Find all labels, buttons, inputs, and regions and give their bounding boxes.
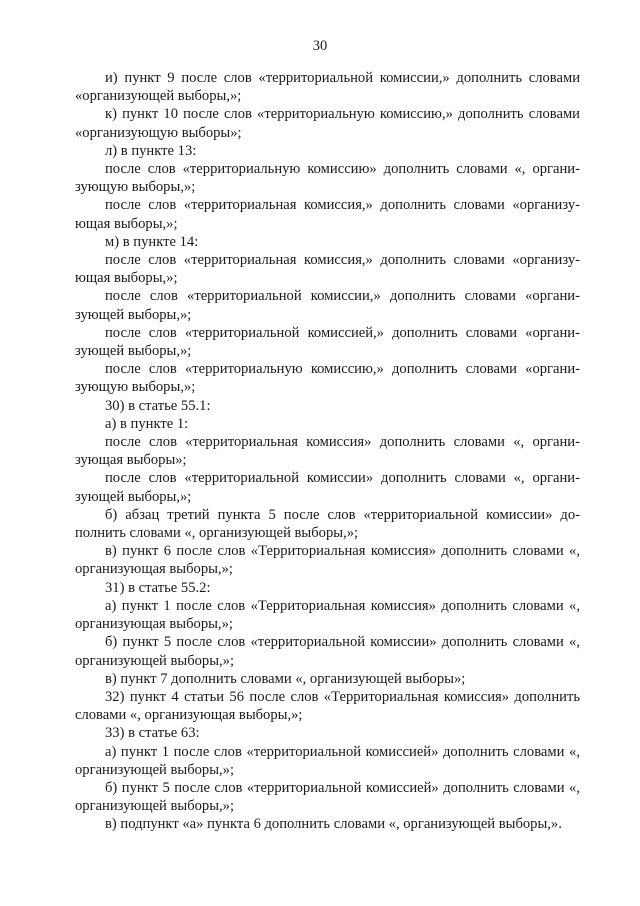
paragraph-item-a: а) в пункте 1: (105, 415, 189, 432)
paragraph-item-i: и) пункт 9 после слов «территориальной комиссии,» дополнить словами «организующей выборы,»; (75, 70, 580, 105)
paragraph-item-b: б) пункт 5 после слов «территориальной комиссии» дополнить словами «, организующей выборы,»; (75, 634, 580, 669)
document-body (75, 69, 580, 834)
paragraph-item-k: к) пункт 10 после слов «территориальную комиссию,» дополнить словами «организующую выборы»; (75, 106, 580, 141)
page-number: 30 (312, 38, 328, 54)
paragraph-text: после слов «территориальная комиссия,» дополнить словами «организующая выборы,»; (75, 197, 580, 232)
paragraph-text: после слов «территориальной комиссии,» дополнить словами «организующей выборы,»; (75, 288, 580, 323)
paragraph-item-32: 32) пункт 4 статьи 56 после слов «Территориальная комиссия» дополнить словами «, организующая выборы,»; (75, 688, 580, 724)
paragraph-item-b: б) пункт 5 после слов «территориальной комиссией» дополнить словами «, организующей выборы,»; (75, 779, 580, 815)
paragraph-item-33: 33) в статье 63: (105, 725, 200, 742)
paragraph-item-b: б) абзац третий пункта 5 после слов «территориальной комиссии» дополнить словами «, организующей выборы,»; (75, 506, 580, 542)
paragraph-text: после слов «территориальная комиссия» дополнить словами «, организующая выборы»; (75, 434, 580, 469)
paragraph-text: после слов «территориальной комиссии» дополнить словами «, организующей выборы,»; (75, 470, 580, 505)
paragraph-text: после слов «территориальной комиссией,» дополнить словами «организующей выборы,»; (75, 324, 580, 360)
paragraph-item-31: 31) в статье 55.2: (105, 579, 211, 596)
paragraph-item-30: 30) в статье 55.1: (105, 397, 211, 414)
paragraph-item-v: в) пункт 7 дополнить словами «, организующей выборы»; (105, 670, 466, 687)
paragraph-text: после слов «территориальная комиссия,» дополнить словами «организующая выборы,»; (75, 252, 580, 287)
paragraph-item-v: в) пункт 6 после слов «Территориальная комиссия» дополнить словами «, организующая выборы,»; (75, 543, 580, 578)
paragraph-item-a: а) пункт 1 после слов «Территориальная комиссия» дополнить словами «, организующая выборы,»; (75, 597, 580, 633)
paragraph-item-a: а) пункт 1 после слов «территориальной комиссией» дополнить словами «, организующей выборы,»; (75, 743, 580, 778)
paragraph-item-l: л) в пункте 13: (105, 142, 197, 159)
paragraph-text: после слов «территориальную комиссию» дополнить словами «, организующую выборы,»; (75, 161, 580, 196)
paragraph-item-v: в) подпункт «а» пункта 6 дополнить словами «, организующей выборы,». (105, 816, 562, 833)
paragraph-item-m: м) в пункте 14: (105, 233, 199, 250)
paragraph-text: после слов «территориальную комиссию,» дополнить словами «организующую выборы,»; (75, 361, 580, 396)
